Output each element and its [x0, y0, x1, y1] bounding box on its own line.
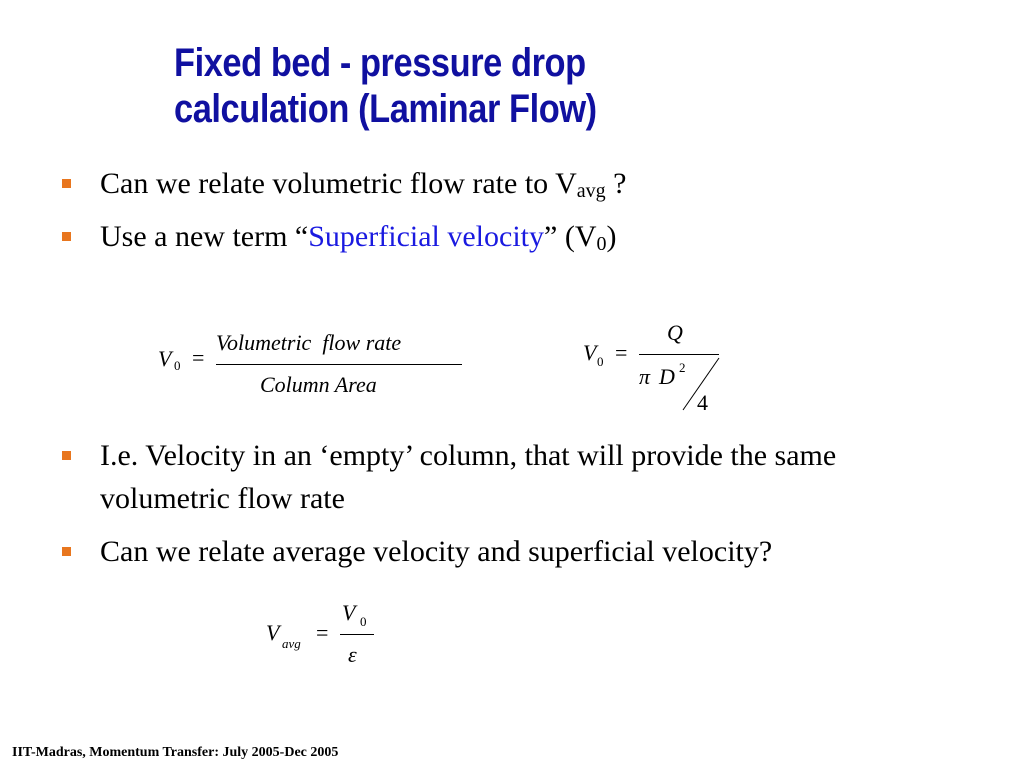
slide-title [174, 40, 597, 132]
bullet-item: Use a new term “Superficial velocity” $(V_0)$ [62, 215, 962, 258]
equation-vavg: V avg = V 0 ε [262, 600, 402, 680]
equation-v0-q: V 0 = Q π D 2 4 [575, 318, 735, 418]
bullet-item: I.e. Velocity in an ‘empty’ column, that will provide the same volumetric flow rate [62, 434, 962, 520]
title-line-2: calculation (Laminar Flow) [174, 87, 597, 131]
footer: IIT-Madras, Momentum Transfer: July 2005-Dec 2005 [12, 745, 339, 760]
title-line-1: Fixed bed - pressure drop [174, 41, 586, 85]
superficial-velocity-term: Superficial velocity [308, 220, 545, 253]
equation-v0-volumetric: V 0 = Volumetric flow rate Column Area [150, 330, 470, 410]
bullet-list-bottom [62, 434, 962, 583]
bullet-square-icon [62, 451, 71, 460]
bullet-square-icon [62, 179, 71, 188]
bullet-list-top [62, 162, 962, 268]
bullet-item: Can we relate volumetric flow rate to $V_{avg}$ ? [62, 162, 962, 205]
bullet-square-icon [62, 547, 71, 556]
bullet-square-icon [62, 232, 71, 241]
bullet-item: Can we relate average velocity and superficial velocity? [62, 530, 962, 573]
